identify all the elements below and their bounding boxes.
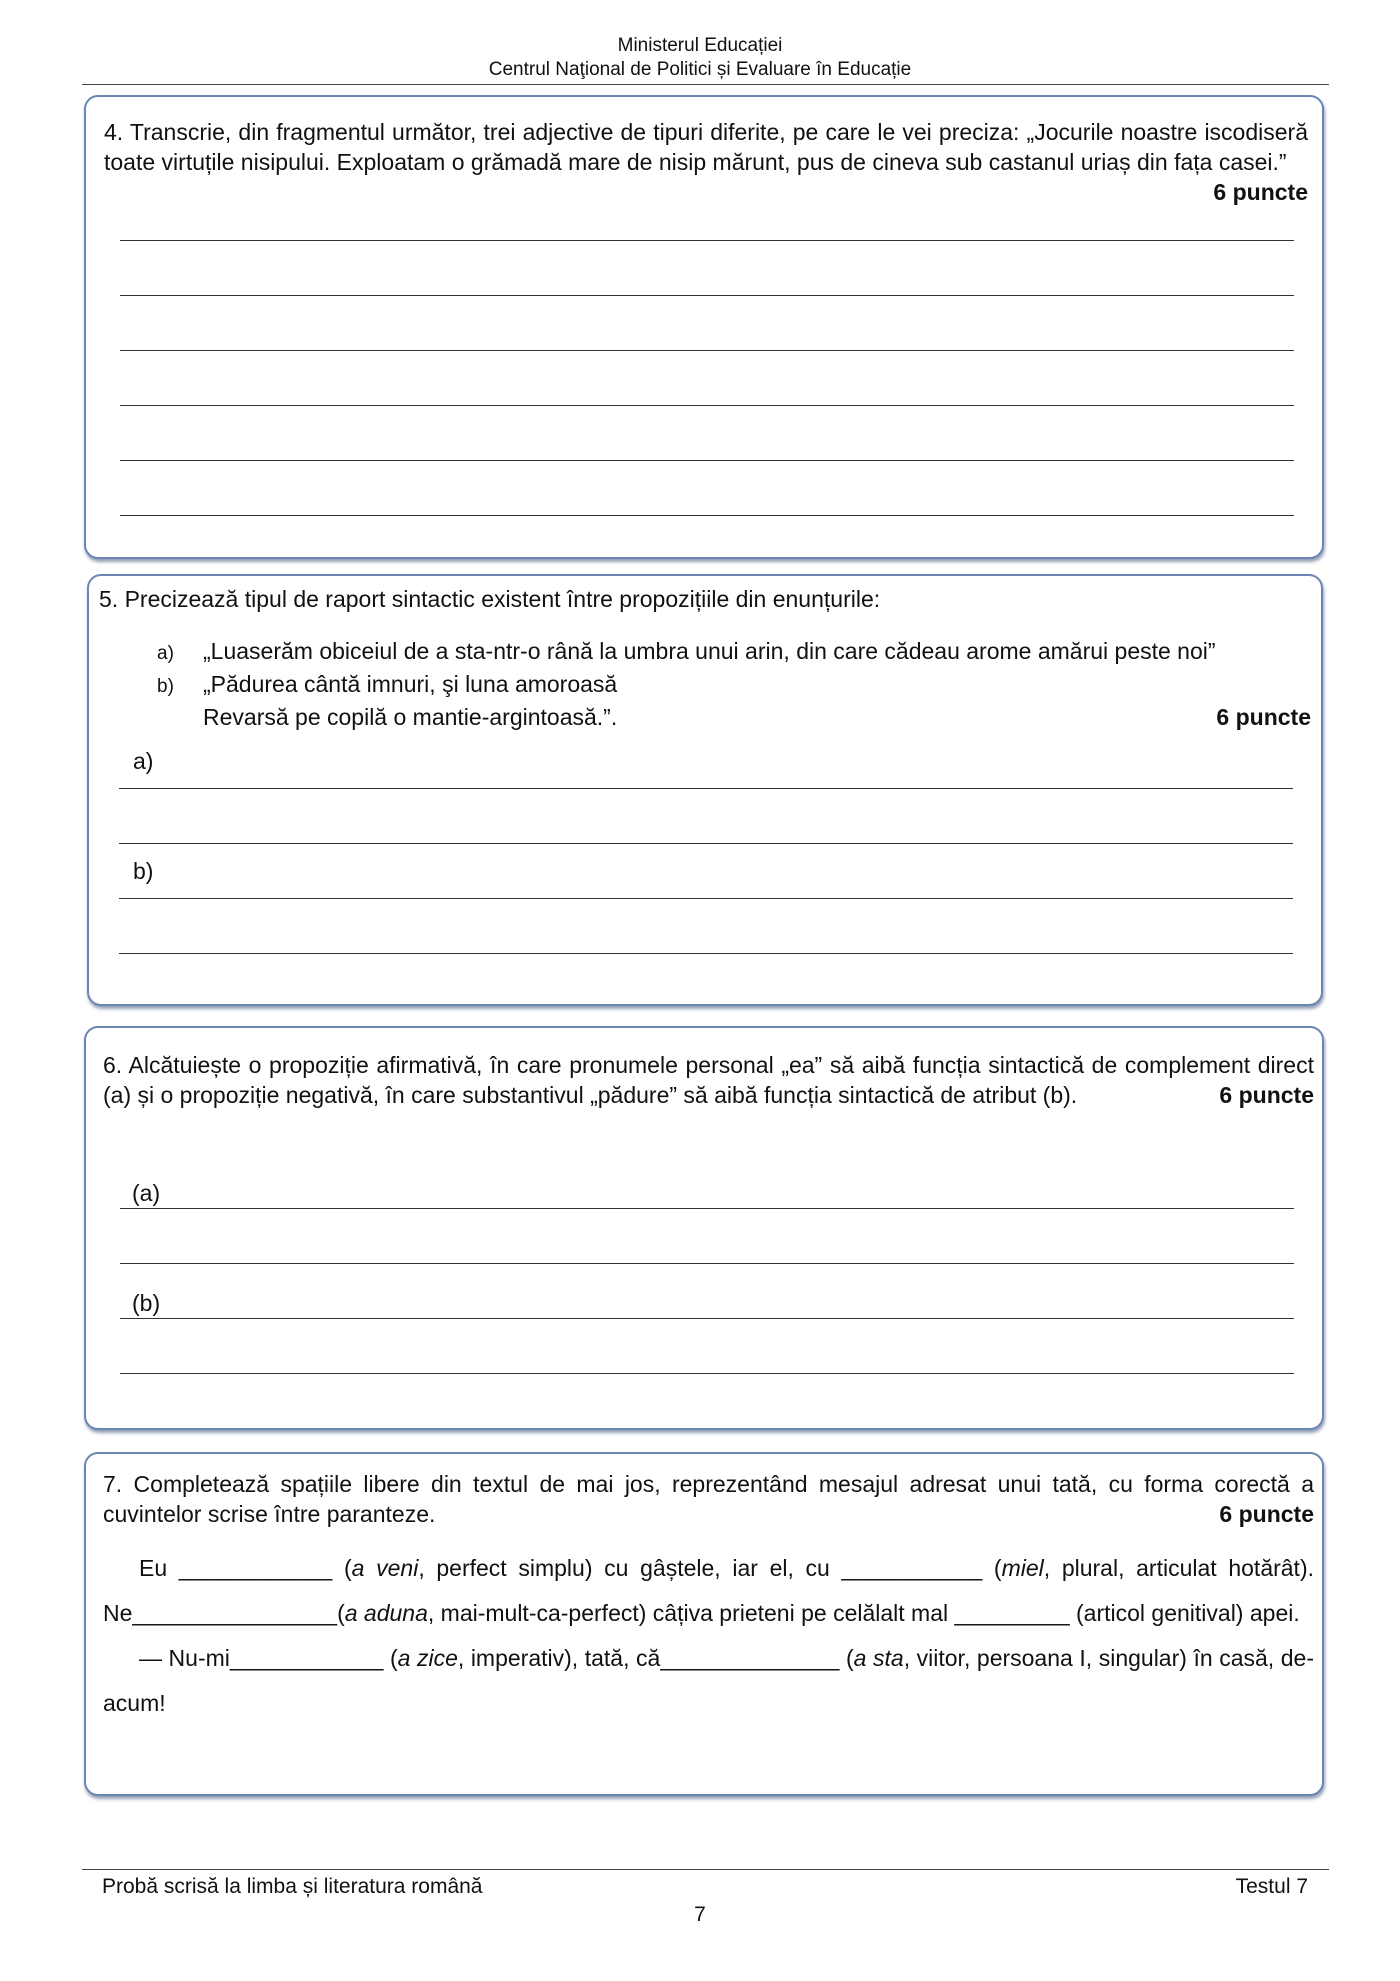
answer-line[interactable] [120, 295, 1294, 296]
item-b-line1: „Pădurea cântă imnuri, şi luna amoroasă [203, 671, 618, 697]
answer-line[interactable] [120, 405, 1294, 406]
answer-line[interactable] [119, 843, 1293, 844]
answer-line[interactable] [120, 240, 1294, 241]
fill-in-text [103, 1546, 1314, 1726]
answer-label-a: a) [133, 748, 154, 774]
question-6-text: 6. Alcătuiește o propoziție afirmativă, în care pronumele personal „ea” să aibă funcția sintactică de complement direct (a) și o propoziție negativă, în care substantivul „pădure” să aibă funcția sintactică de atribut (b). 6 puncte [103, 1052, 1314, 1108]
answer-label-a: (a) [132, 1180, 161, 1206]
item-a-text: „Luaserăm obiceiul de a sta-ntr-o rână la umbra unui arin, din care cădeau arome amărui peste noi” [203, 638, 1216, 664]
answer-line[interactable] [120, 1263, 1294, 1264]
item-b-line2: Revarsă pe copilă o mantie-argintoasă.”. [203, 704, 618, 730]
answer-label-b: b) [133, 858, 154, 884]
question-7-text: 7. Completează spațiile libere din textul de mai jos, reprezentând mesajul adresat unui tată, cu forma corectă a cuvintelor scrise între paranteze. 6 puncte [103, 1471, 1314, 1527]
answer-line[interactable] [119, 788, 1293, 789]
question-5-points: 6 puncte [1216, 704, 1311, 730]
fill-in-paragraph-1[interactable]: Eu ____________ (a veni, perfect simplu) cu gâștele, iar el, cu ___________ (miel, plural, articulat hotărât). Ne________________(a aduna, mai-mult-ca-perfect) câțiva prieteni pe celălalt mal _________ (articol genitival) apei. [103, 1555, 1314, 1626]
answer-label-b: (b) [132, 1290, 161, 1316]
page-number: 7 [694, 1903, 706, 1926]
answer-line[interactable] [119, 953, 1293, 954]
question-7-box [84, 1452, 1324, 1796]
question-5-items [157, 636, 1311, 732]
question-4-box [84, 95, 1324, 559]
footer-exam-name: Probă scrisă la limba și literatura română [102, 1875, 483, 1898]
answer-line[interactable] [120, 1208, 1294, 1209]
header-ministry: Ministerul Educației [617, 35, 783, 56]
question-7-points: 6 puncte [1219, 1501, 1314, 1527]
answer-line[interactable] [120, 1318, 1294, 1319]
fill-in-paragraph-2[interactable]: — Nu-mi____________ (a zice, imperativ), tată, că______________ (a sta, viitor, persoana I, singular) în casă, de-acum! [103, 1645, 1314, 1716]
question-4-points: 6 puncte [1213, 179, 1308, 205]
item-a-tag: a) [157, 643, 174, 664]
footer-rule [82, 1869, 1329, 1870]
page-header [0, 34, 1400, 82]
header-center: Centrul Naţional de Politici și Evaluare în Educație [488, 59, 912, 80]
question-5-text: 5. Precizează tipul de raport sintactic existent între propozițiile din enunțurile: [99, 586, 881, 612]
question-5-box [87, 574, 1323, 1006]
answer-line[interactable] [120, 460, 1294, 461]
answer-line[interactable] [119, 898, 1293, 899]
header-rule [82, 84, 1329, 85]
question-6-box [84, 1026, 1324, 1430]
footer-test-number: Testul 7 [1235, 1875, 1308, 1898]
question-4-text: 4. Transcrie, din fragmentul următor, trei adjective de tipuri diferite, pe care le vei preciza: „Jocurile noastre iscodiseră toate virtuțile nisipului. Exploatam o grămadă mare de nisip mărunt, pus de cineva sub castanul uriaș din fața casei.” 6 puncte [104, 119, 1308, 205]
answer-line[interactable] [120, 515, 1294, 516]
item-b-tag: b) [157, 676, 174, 697]
answer-line[interactable] [120, 350, 1294, 351]
answer-line[interactable] [120, 1373, 1294, 1374]
question-6-points: 6 puncte [1219, 1082, 1314, 1108]
